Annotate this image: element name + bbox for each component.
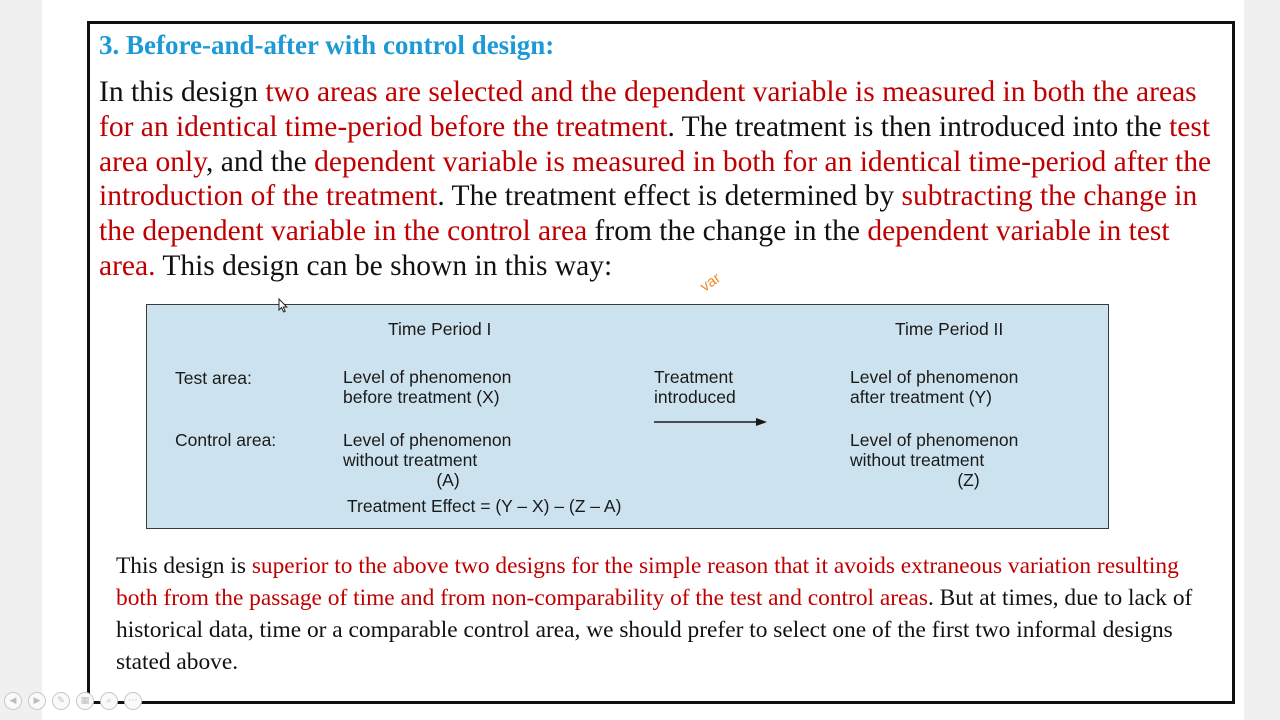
text-run: This design can be shown in this way: <box>155 249 613 282</box>
test-after-line-2: after treatment (Y) <box>850 387 992 407</box>
time-period-1-header: Time Period I <box>388 319 492 339</box>
mouse-cursor-icon <box>278 298 288 318</box>
treatment-line-1: Treatment <box>654 367 734 387</box>
control-after-line-3: (Z) <box>957 470 980 490</box>
control-area-label: Control area: <box>175 430 277 450</box>
treatment-line-2: introduced <box>654 387 736 407</box>
more-icon[interactable]: ⋯ <box>124 692 142 710</box>
control-after-line-1: Level of phenomenon <box>850 430 1019 450</box>
design-description-paragraph <box>99 75 1229 284</box>
control-after-line-2: without treatment <box>850 450 985 470</box>
right-margin-strip <box>1244 0 1280 720</box>
highlighted-text: test area only <box>99 110 1211 178</box>
text-run: . But at times, due to lack of historical data, time or a comparable control area, we should prefer to select one of the first two informal designs stated above. <box>116 585 1193 675</box>
next-icon[interactable]: ▶ <box>28 692 46 710</box>
highlighted-text: subtracting the change in the dependent variable in the control area <box>99 180 1198 248</box>
time-period-2-header: Time Period II <box>895 319 1004 339</box>
treatment-effect-formula: Treatment Effect = (Y – X) – (Z – A) <box>347 496 622 516</box>
text-run: from the change in the <box>587 215 868 248</box>
text-run: , and the <box>206 145 315 178</box>
previous-icon[interactable]: ◀ <box>4 692 22 710</box>
text-run: . The treatment effect is determined by <box>437 180 902 213</box>
slide-heading: 3. Before-and-after with control design: <box>99 30 555 60</box>
text-run: This design is <box>116 553 252 579</box>
slideshow-controls <box>4 692 142 710</box>
pen-icon[interactable]: ✎ <box>52 692 70 710</box>
control-before-line-2: without treatment <box>343 450 478 470</box>
test-after-line-1: Level of phenomenon <box>850 367 1019 387</box>
control-before-line-3: (A) <box>436 470 460 490</box>
highlighted-text: dependent variable in test area. <box>99 215 1170 282</box>
left-margin-strip <box>0 0 42 720</box>
slides-icon[interactable]: ▦ <box>76 692 94 710</box>
design-diagram <box>146 304 1109 529</box>
test-before-line-1: Level of phenomenon <box>343 367 512 387</box>
text-run: In this design <box>99 76 266 108</box>
design-advantage-paragraph <box>116 550 1206 678</box>
highlighted-text: dependent variable is measured in both for an identical time-period after the introduction of the treatment <box>99 145 1212 213</box>
highlighted-text: two areas are selected and the dependent variable is measured in both the areas for an identical time-period before the treatment <box>99 76 1197 143</box>
text-run: . The treatment is then introduced into the <box>667 110 1170 143</box>
ink-annotation: var <box>697 269 724 296</box>
treatment-arrow-icon <box>654 417 767 427</box>
test-area-label: Test area: <box>175 368 252 388</box>
control-before-line-1: Level of phenomenon <box>343 430 512 450</box>
test-before-line-2: before treatment (X) <box>343 387 500 407</box>
zoom-icon[interactable]: ⌕ <box>100 692 118 710</box>
highlighted-text: superior to the above two designs for the simple reason that it avoids extraneous variation resulting both from the passage of time and from non-comparability of the test and control areas <box>116 553 1179 611</box>
